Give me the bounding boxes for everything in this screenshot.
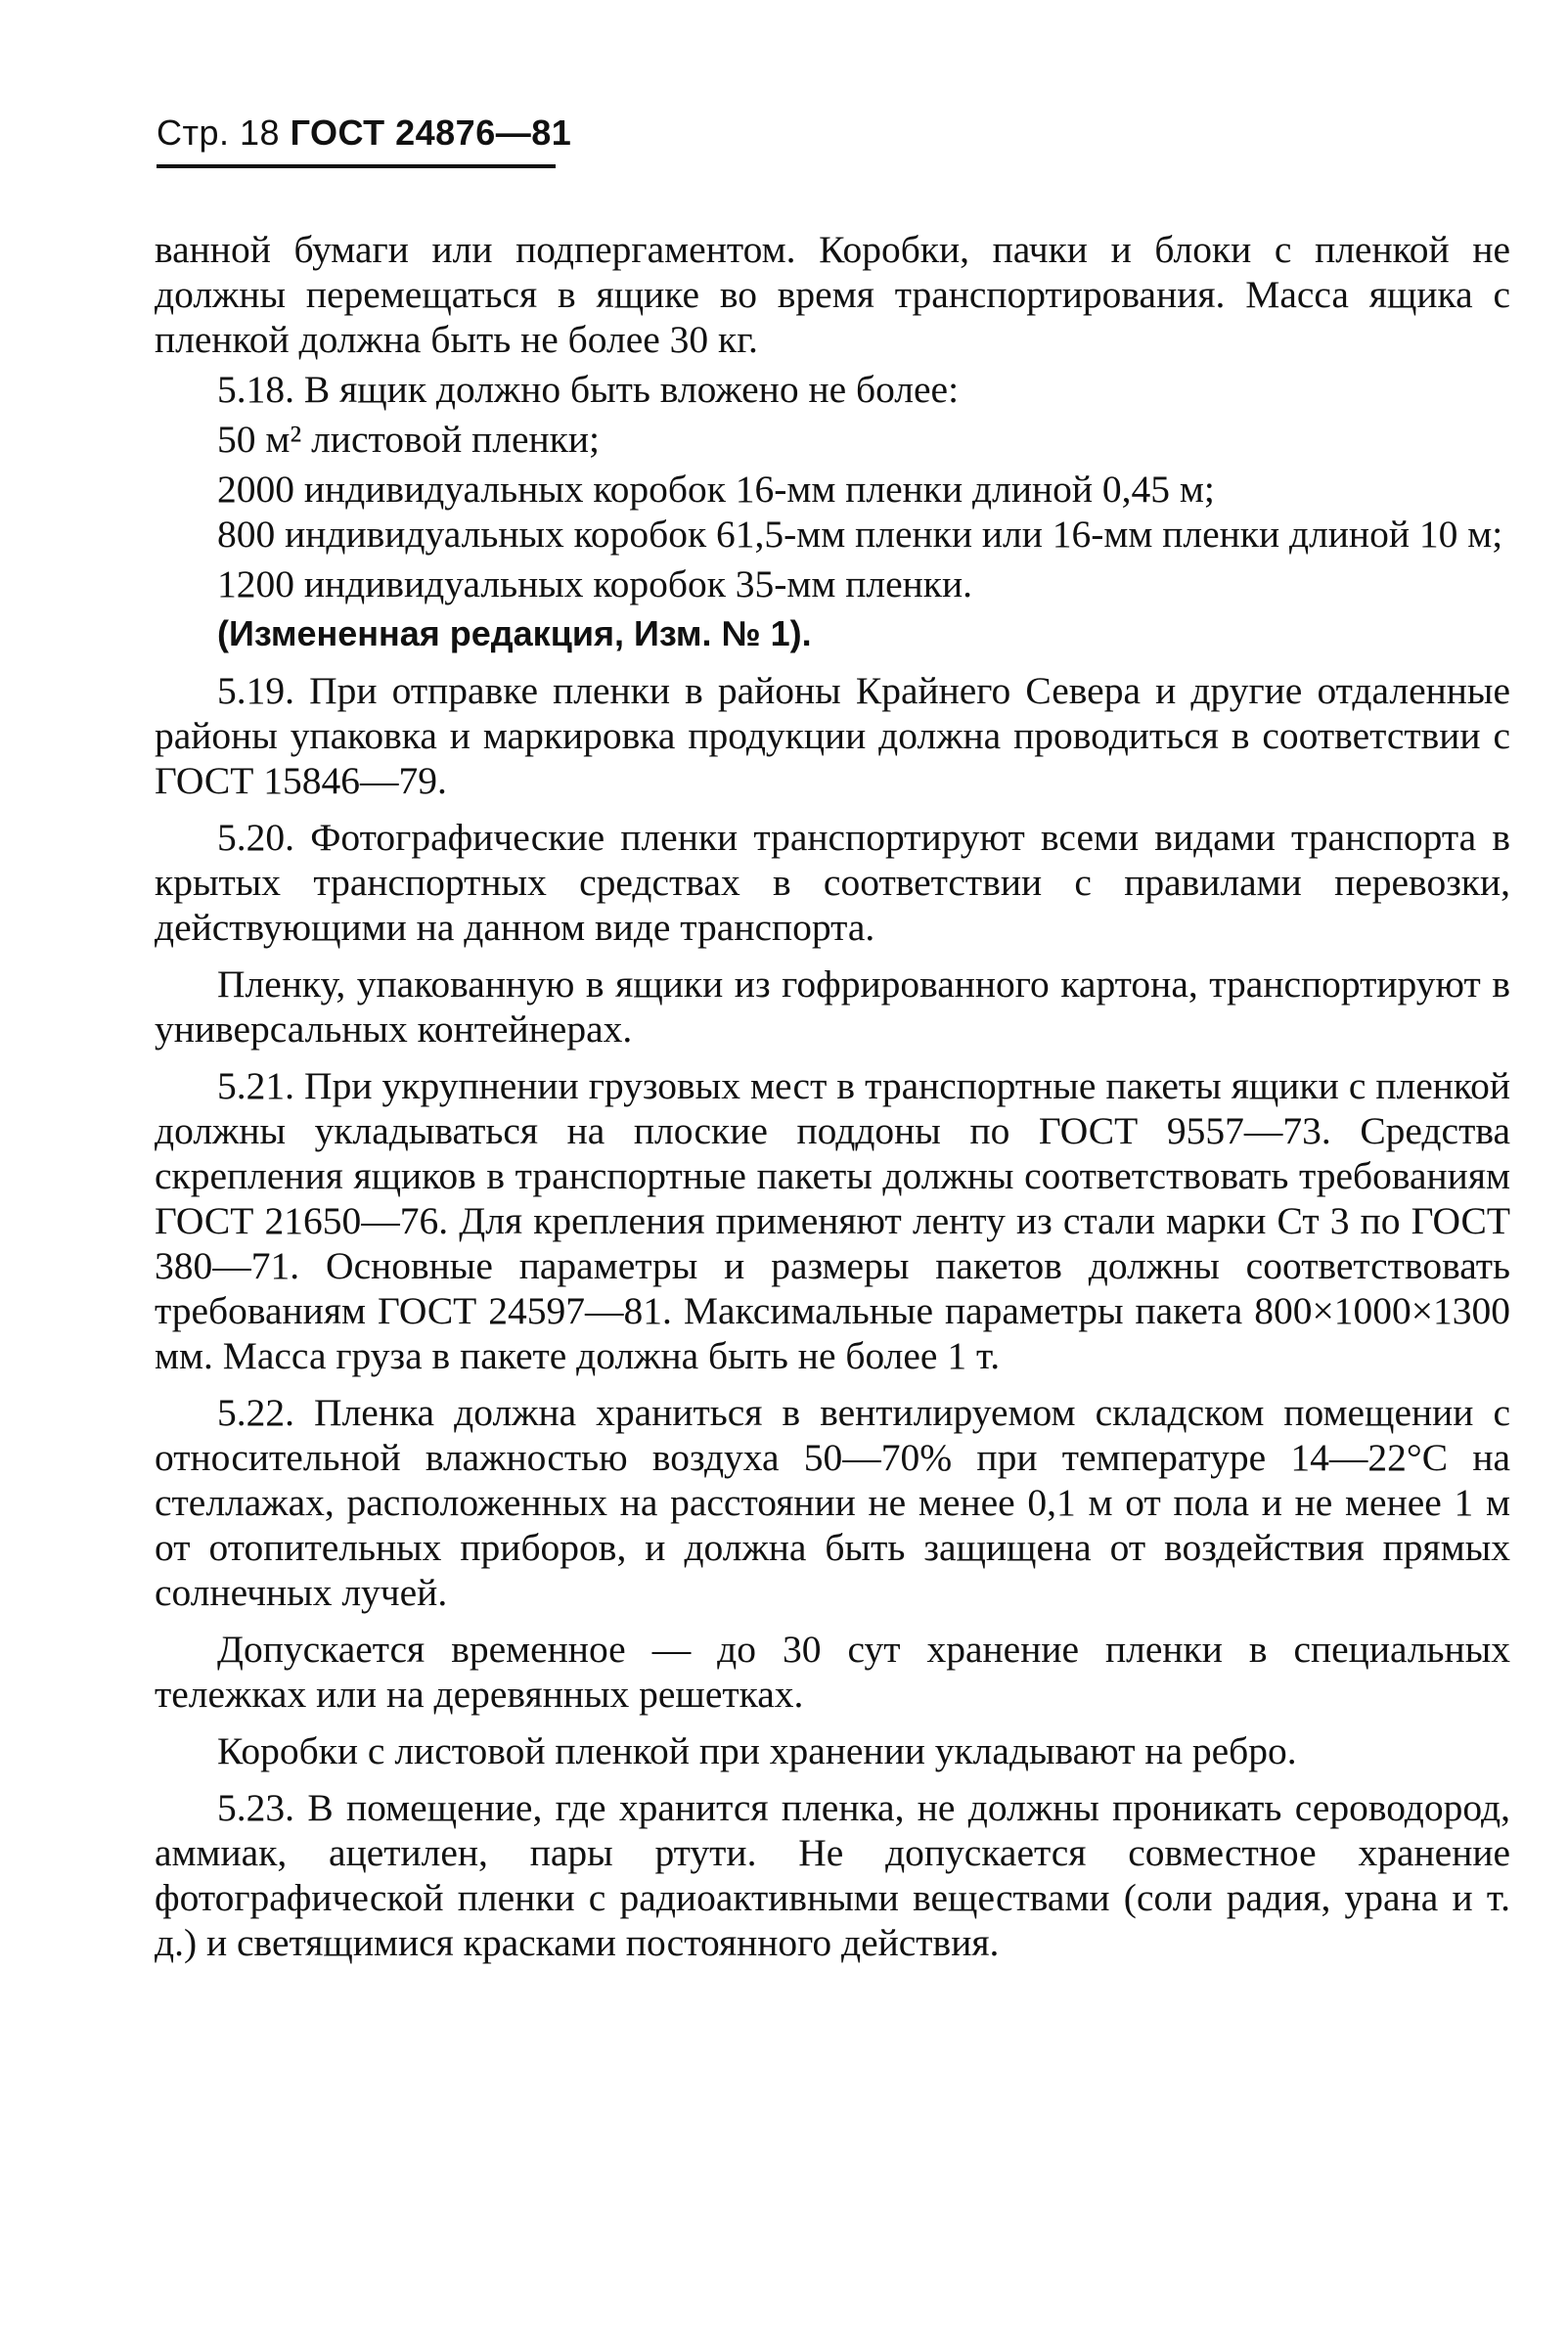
clause-5-23: 5.23. В помещение, где хранится пленка, не должны проникать сероводород, аммиак, ацетилен, пары ртути. Не допускается совместное хранение фотографической пленки с радиоактивными веществами (соли радия, урана и т. д.) и светящимися красками постоянного действия.	[155, 1786, 1510, 1964]
amendment-note: (Измененная редакция, Изм. № 1).	[217, 613, 812, 653]
list-item-1200-boxes: 1200 индивидуальных коробок 35-мм пленки.	[217, 562, 973, 605]
clause-5-21: 5.21. При укрупнении грузовых мест в транспортные пакеты ящики с пленкой должны укладываться на плоские поддоны по ГОСТ 9557—73. Средства скрепления ящиков в транспортные пакеты должны соответствовать требованиям ГОСТ 21650—76. Для крепления применяют ленту из стали марки Ст 3 по ГОСТ 380—71. Основные параметры и размеры пакетов должны соответствовать требованиям ГОСТ 24597—81. Максимальные параметры пакета 800×1000×1300 мм. Масса груза в пакете должна быть не более 1 т.	[155, 1064, 1510, 1377]
clause-5-22: 5.22. Пленка должна храниться в вентилируемом складском помещении с относительной влажностью воздуха 50—70% при температуре 14—22°С на стеллажах, расположенных на расстоянии не менее 0,1 м от пола и не менее 1 м от отопительных приборов, и должна быть защищена от воздействия прямых солнечных лучей.	[155, 1391, 1510, 1614]
clause-5-20: 5.20. Фотографические пленки транспортируют всеми видами транспорта в крытых транспортных средствах в соответствии с правилами перевозки, действующими на данном виде транспорта.	[155, 816, 1510, 949]
standard-designation: ГОСТ 24876—81	[290, 112, 572, 153]
paragraph-boxes-on-edge: Коробки с листовой пленкой при хранении укладывают на ребро.	[217, 1729, 1297, 1772]
paragraph-temporary-storage: Допускается временное — до 30 сут хранение пленки в специальных тележках или на деревянных решетках.	[155, 1628, 1510, 1716]
page-header	[157, 110, 571, 157]
header-rule	[157, 164, 556, 168]
list-item-800-boxes: 800 индивидуальных коробок 61,5-мм пленки или 16-мм пленки длиной 10 м;	[217, 513, 1503, 556]
paragraph-containers: Пленку, упакованную в ящики из гофрированного картона, транспортируют в универсальных контейнерах.	[155, 963, 1510, 1051]
document-body	[155, 227, 1510, 1965]
paragraph-continuation: ванной бумаги или подпергаментом. Коробки, пачки и блоки с пленкой не должны перемещаться в ящике во время транспортирования. Масса ящика с пленкой должна быть не более 30 кг.	[155, 228, 1510, 361]
clause-5-18: 5.18. В ящик должно быть вложено не более:	[217, 368, 960, 411]
clause-5-19: 5.19. При отправке пленки в районы Крайнего Севера и другие отдаленные районы упаковка и маркировка продукции должна проводиться в соответствии с ГОСТ 15846—79.	[155, 669, 1510, 802]
list-item-2000-boxes: 2000 индивидуальных коробок 16-мм пленки длиной 0,45 м;	[217, 468, 1215, 511]
list-item-sheet-film: 50 м² листовой пленки;	[217, 418, 600, 461]
page-number-label: Стр. 18	[157, 112, 281, 153]
